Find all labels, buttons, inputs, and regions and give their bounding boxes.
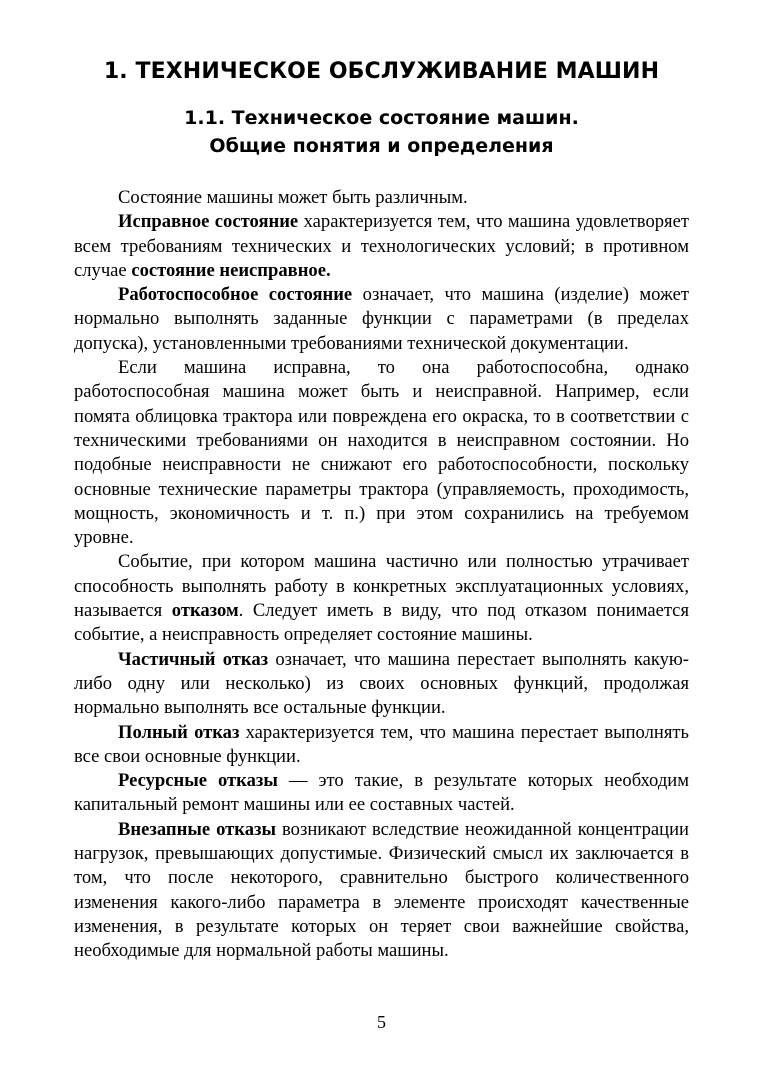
- paragraph: [74, 356, 689, 550]
- paragraph-text: Состояние машины может быть различным.: [118, 187, 468, 208]
- paragraph-text: . Следует иметь в виду, что под отказом понимается событие, а неисправность определяет состояние машины.: [74, 600, 689, 646]
- paragraph: [74, 818, 689, 964]
- paragraph: [74, 283, 689, 356]
- paragraph-text: характеризуется тем, что машина перестает выполнять все свои основные функции.: [74, 721, 689, 767]
- paragraph: [74, 550, 689, 647]
- paragraph-text: означает, что машина перестает выполнять какую-либо одну или несколько) из своих основных функций, продолжая нормально выполнять все остальные функции.: [74, 648, 689, 719]
- term-bold: Полный отказ: [118, 721, 240, 743]
- section-title-line-1: 1.1. Техническое состояние машин.: [184, 107, 579, 129]
- paragraph-text: Событие, при котором машина частично или полностью утрачивает способность выполнять работу в конкретных эксплуатационных условиях, называется: [74, 551, 689, 622]
- term-bold: Ресурсные отказы: [118, 770, 278, 792]
- paragraph-text: — это такие, в результате которых необходим капитальный ремонт машины или ее составных частей.: [74, 770, 689, 816]
- term-bold: Исправное состояние: [118, 211, 299, 233]
- paragraph-text: возникают вследствие неожиданной концентрации нагрузок, превышающих допустимые. Физический смысл их заключается в том, что после некоторого, сравнительно быстрого количественного изменения какого-либо параметра в элементе происходят качественные изменения, в результате которых он теряет свои важнейшие свойства, необходимые для нормальной работы машины.: [74, 818, 690, 962]
- term-bold: отказом: [171, 600, 239, 622]
- page-number: 5: [377, 1012, 386, 1032]
- paragraph-text: означает, что машина (изделие) может нормально выполнять заданные функции с параметрами (в пределах допуска), установленными требованиями технической документации.: [74, 284, 689, 354]
- term-bold: состояние неисправное.: [131, 259, 331, 281]
- term-bold: Частичный отказ: [118, 648, 269, 670]
- paragraph-text: характеризуется тем, что машина удовлетворяет всем требованиям технических и технологических условий; в противном случае: [74, 211, 689, 281]
- paragraph: [74, 186, 689, 210]
- body-text: [74, 186, 689, 964]
- paragraph: [74, 648, 689, 721]
- section-title: [74, 104, 689, 160]
- term-bold: Работоспособное состояние: [118, 284, 353, 306]
- paragraph: [74, 769, 689, 818]
- paragraph-text: Если машина исправна, то она работоспособна, однако работоспособная машина может быть и неисправной. Например, если помята облицовка трактора или повреждена его окраска, то в соответствии с техническими требованиями он находится в неисправном состоянии. Но подобные неисправности не снижают его работоспособности, поскольку основные технические параметры трактора (управляемость, проходимость, мощность, экономичность и т. п.) при этом сохранились на требуемом уровне.: [74, 357, 689, 549]
- term-bold: Внезапные отказы: [118, 818, 277, 840]
- section-title-line-2: Общие понятия и определения: [209, 135, 554, 157]
- paragraph: [74, 721, 689, 770]
- chapter-title: 1. ТЕХНИЧЕСКОЕ ОБСЛУЖИВАНИЕ МАШИН: [103, 59, 660, 84]
- paragraph: [74, 210, 689, 283]
